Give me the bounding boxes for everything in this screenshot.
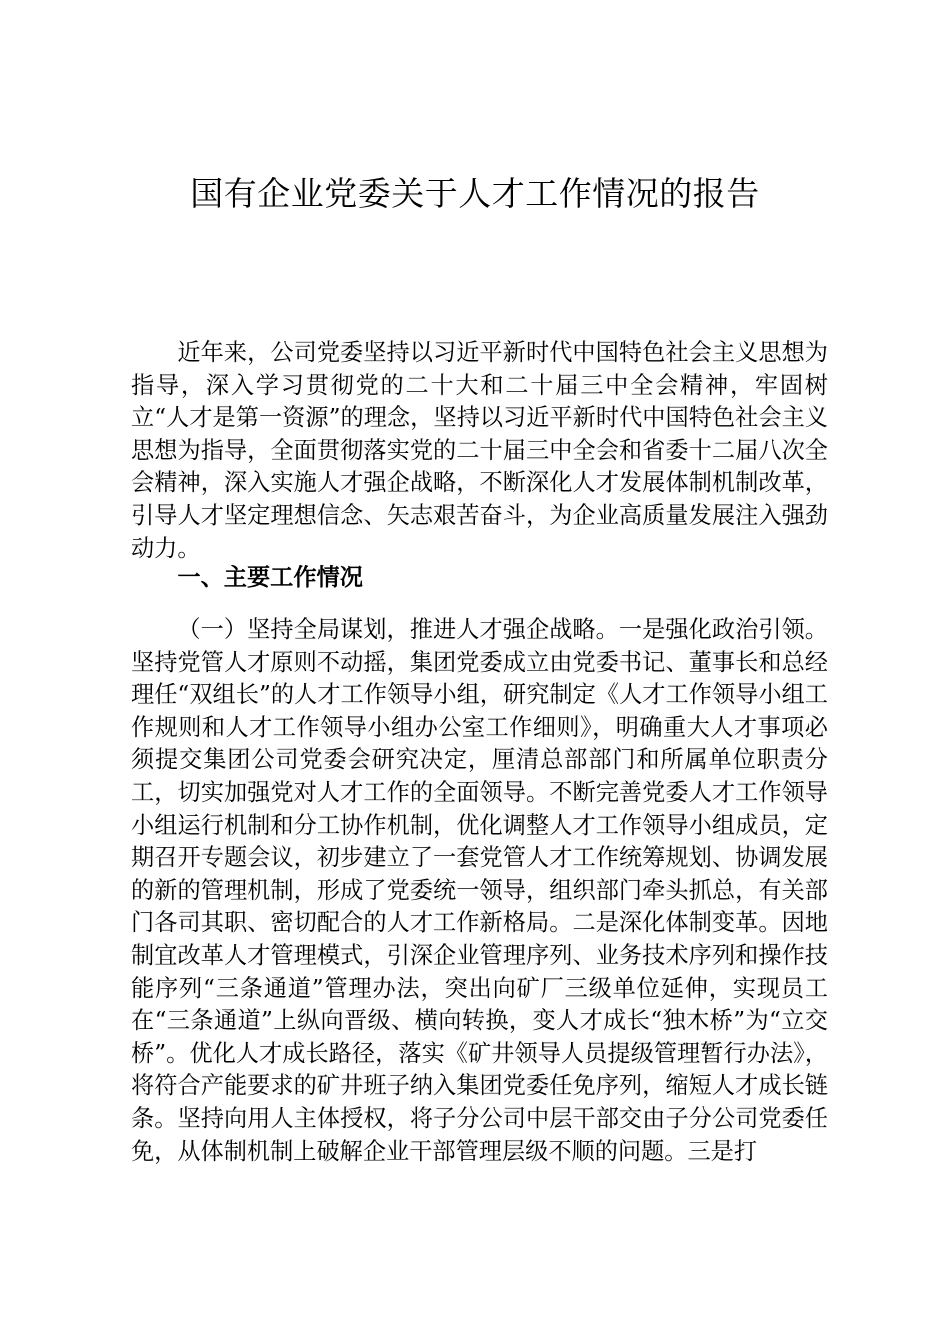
section-paragraph: （一）坚持全局谋划，推进人才强企战略。一是强化政治引领。坚持党管人才原则不动摇，集团党委成立由党委书记、董事长和总经理任“双组长”的人才工作领导小组，研究制定《人才工作领导小组工作规则和人才工作领导小组办公室工作细则》，明确重大人才事项必须提交集团公司党委会研究决定，厘清总部部门和所属单位职责分工，切实加强党对人才工作的全面领导。不断完善党委人才工作领导小组运行机制和分工协作机制，优化调整人才工作领导小组成员，定期召开专题会议，初步建立了一套党管人才工作统筹规划、协调发展的新的管理机制，形成了党委统一领导，组织部门牵头抓总，有关部门各司其职、密切配合的人才工作新格局。二是深化体制变革。因地制宜改革人才管理模式，引深企业管理序列、业务技术序列和操作技能序列“三条通道”管理办法，突出向矿厂三级单位延伸，实现员工在“三条通道”上纵向晋级、横向转换，变人才成长“独木桥”为“立交桥”。优化人才成长路径，落实《矿井领导人员提级管理暂行办法》，将符合产能要求的矿井班子纳入集团党委任免序列，缩短人才成长链条。坚持向用人主体授权，将子分公司中层干部交由子分公司党委任免，从体制机制上破解企业干部管理层级不顺的问题。三是打	[131, 616, 828, 1165]
document-title: 国有企业党委关于人才工作情况的报告	[190, 174, 760, 213]
section-heading: 一、主要工作情况	[177, 564, 363, 591]
intro-paragraph: 近年来，公司党委坚持以习近平新时代中国特色社会主义思想为指导，深入学习贯彻党的二十大和二十届三中全会精神，牢固树立“人才是第一资源”的理念，坚持以习近平新时代中国特色社会主义思想为指导，全面贯彻落实党的二十届三中全会和省委十二届八次全会精神，深入实施人才强企战略，不断深化人才发展体制机制改革，引导人才坚定理想信念、矢志艰苦奋斗，为企业高质量发展注入强劲动力。	[131, 339, 828, 562]
